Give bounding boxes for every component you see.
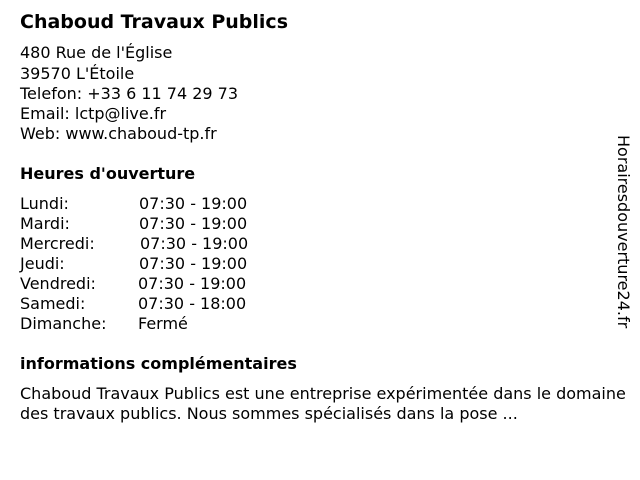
hours-time: 07:30 - 19:00: [138, 274, 247, 293]
hours-row-monday: [20, 194, 320, 214]
hours-row-saturday: [20, 294, 320, 314]
hours-day: Lundi:: [20, 194, 69, 213]
hours-time: 07:30 - 18:00: [138, 294, 247, 313]
site-watermark: [612, 135, 634, 345]
additional-info-heading: informations complémentaires: [20, 354, 297, 373]
web-line: Web: www.chaboud-tp.fr: [20, 124, 217, 143]
email-line: Email: lctp@live.fr: [20, 104, 167, 123]
hours-row-wednesday: [20, 234, 320, 254]
hours-row-tuesday: [20, 214, 320, 234]
address-city: 39570 L'Étoile: [20, 64, 135, 83]
hours-time: 07:30 - 19:00: [139, 254, 248, 273]
hours-day: Mardi:: [20, 214, 70, 233]
hours-day: Samedi:: [20, 294, 86, 313]
hours-day: Vendredi:: [20, 274, 96, 293]
phone-line: Telefon: +33 6 11 74 29 73: [20, 84, 239, 103]
hours-time: 07:30 - 19:00: [139, 214, 248, 233]
description-text: Chaboud Travaux Publics est une entreprise expérimentée dans le domaine des travaux publics. Nous sommes spécialisés dans la pose ...: [20, 384, 626, 423]
hours-time: Fermé: [138, 314, 188, 333]
hours-time: 07:30 - 19:00: [139, 194, 248, 213]
opening-hours-heading: Heures d'ouverture: [20, 164, 196, 183]
business-name: Chaboud Travaux Publics: [20, 11, 289, 33]
hours-row-friday: [20, 274, 320, 294]
hours-row-thursday: [20, 254, 320, 274]
hours-time: 07:30 - 19:00: [140, 234, 249, 253]
address-street: 480 Rue de l'Église: [20, 43, 173, 62]
hours-day: Dimanche:: [20, 314, 107, 333]
site-watermark-text: Horairesdouverture24.fr: [614, 135, 633, 329]
hours-day: Jeudi:: [20, 254, 65, 273]
hours-day: Mercredi:: [20, 234, 95, 253]
hours-row-sunday: [20, 314, 320, 334]
